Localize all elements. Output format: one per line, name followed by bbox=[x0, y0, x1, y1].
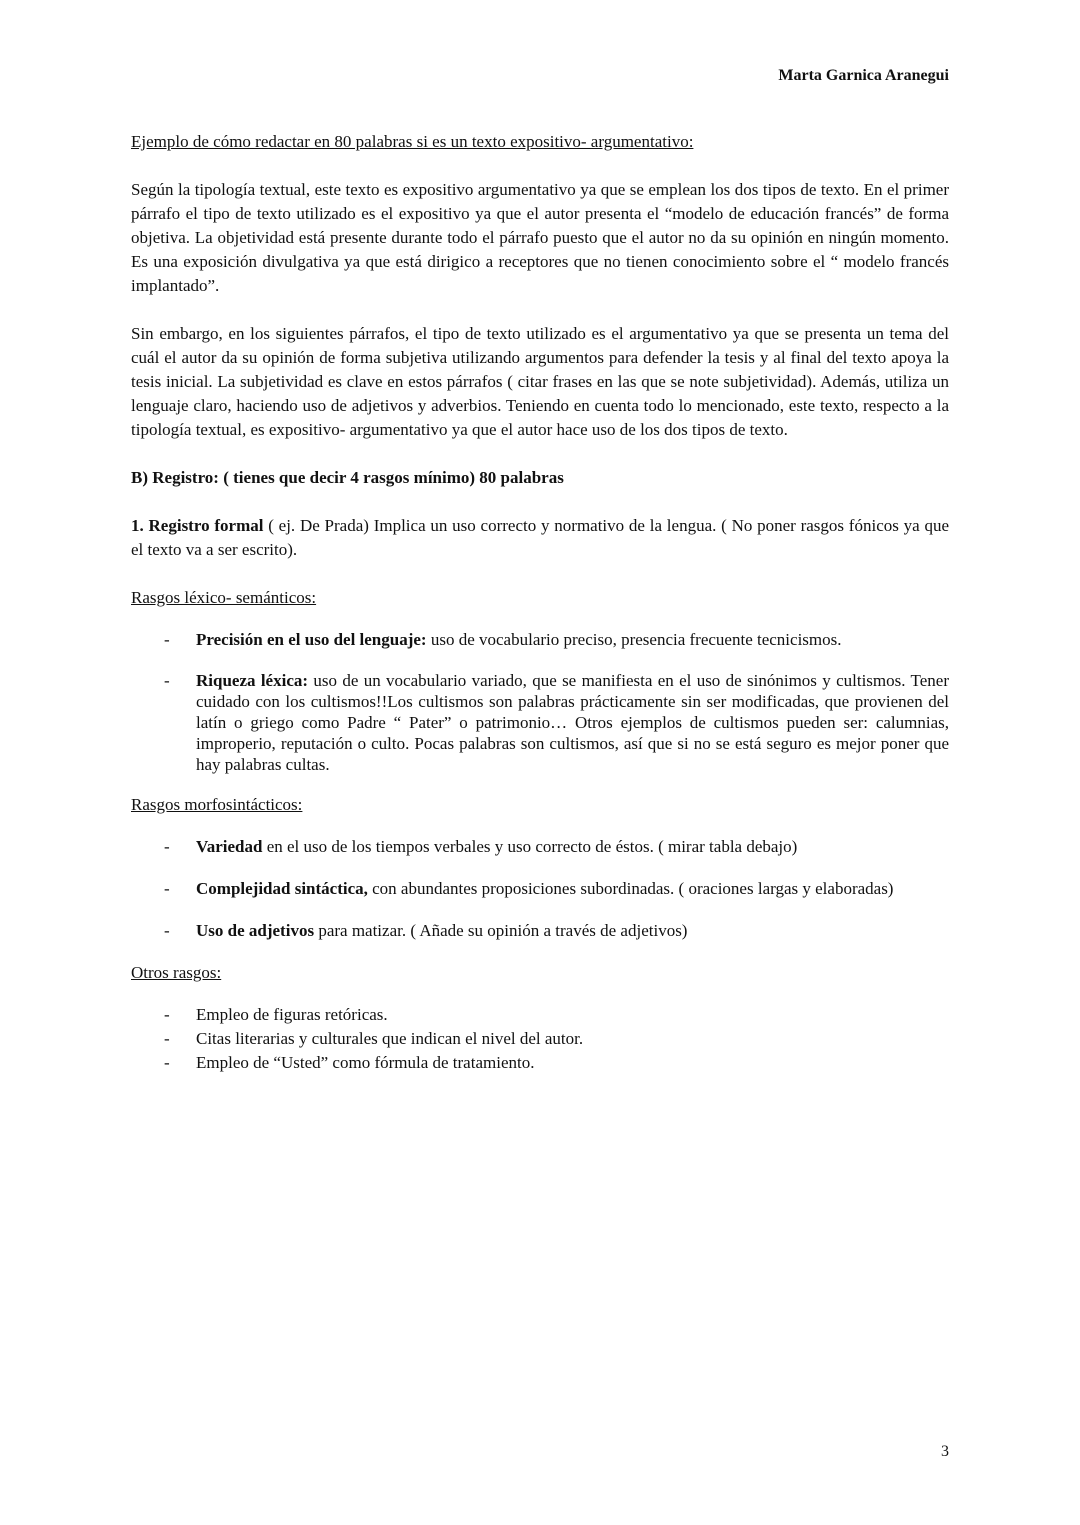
section-b-heading: B) Registro: ( tienes que decir 4 rasgos mínimo) 80 palabras bbox=[131, 468, 564, 487]
list-item: - Precisión en el uso del lenguaje: uso de vocabulario preciso, presencia frecuente tecnicismos. bbox=[131, 628, 949, 652]
example-heading: Ejemplo de cómo redactar en 80 palabras si es un texto expositivo- argumentativo: bbox=[131, 132, 694, 151]
lexico-heading: Rasgos léxico- semánticos: bbox=[131, 588, 317, 607]
registro-formal-paragraph bbox=[131, 514, 949, 562]
paragraph-expository: Según la tipología textual, este texto es expositivo argumentativo ya que se emplean los dos tipos de texto. En el primer párrafo el tipo de texto utilizado es el expositivo ya que el autor presenta el “modelo de educación francés” de forma objetiva. La objetividad está presente durante todo el párrafo puesto que el autor no da su opinión en ningún momento. Es una exposición divulgativa ya que está dirigico a receptores que no tienen conocimiento sobre el “ modelo francés implantado”. bbox=[131, 180, 949, 295]
list-item: - Uso de adjetivos para matizar. ( Añade su opinión a través de adjetivos) bbox=[131, 919, 949, 943]
lexico-list bbox=[131, 628, 949, 775]
list-item: - Riqueza léxica: uso de un vocabulario variado, que se manifiesta en el uso de sinónimos y cultismos. Tener cuidado con los cultismos!!Los cultismos son palabras prácticamente sin ser modificadas, que provienen del latín o griego como Padre “ Pater” o patrimonio… Otros ejemplos de cultismos pueden ser: calumnias, improperio, reputación o culto. Pocas palabras son cultismos, así que si no se está seguro es mejor poner que hay palabras cultas. bbox=[131, 670, 949, 775]
page-content bbox=[131, 130, 949, 1075]
list-item: - Empleo de “Usted” como fórmula de tratamiento. bbox=[131, 1051, 949, 1075]
list-item: - Variedad en el uso de los tiempos verbales y uso correcto de éstos. ( mirar tabla debajo) bbox=[131, 835, 949, 859]
otros-heading: Otros rasgos: bbox=[131, 963, 222, 982]
registro-formal-label: 1. Registro formal bbox=[131, 516, 264, 535]
page-number: 3 bbox=[941, 1443, 949, 1460]
registro-formal-text: ( ej. De Prada) Implica un uso correcto y normativo de la lengua. ( No poner rasgos fónicos ya que el texto va a ser escrito). bbox=[131, 516, 949, 559]
otros-list bbox=[131, 1003, 949, 1075]
paragraph-argumentative: Sin embargo, en los siguientes párrafos, el tipo de texto utilizado es el argumentativo ya que se presenta un tema del cuál el autor da su opinión de forma subjetiva utilizando argumentos para defender la tesis y al final del texto apoya la tesis inicial. La subjetividad es clave en estos párrafos ( citar frases en las que se note subjetividad). Además, utiliza un lenguaje claro, haciendo uso de adjetivos y adverbios. Teniendo en cuenta todo lo mencionado, este texto, respecto a la tipología textual, es expositivo- argumentativo ya que el autor hace uso de los dos tipos de texto. bbox=[131, 324, 949, 439]
author-header: Marta Garnica Aranegui bbox=[778, 67, 949, 84]
morfo-heading: Rasgos morfosintácticos: bbox=[131, 795, 303, 814]
list-item: - Empleo de figuras retóricas. bbox=[131, 1003, 949, 1027]
morfo-list bbox=[131, 835, 949, 943]
list-item: - Citas literarias y culturales que indican el nivel del autor. bbox=[131, 1027, 949, 1051]
list-item: - Complejidad sintáctica, con abundantes proposiciones subordinadas. ( oraciones largas y elaboradas) bbox=[131, 877, 949, 901]
